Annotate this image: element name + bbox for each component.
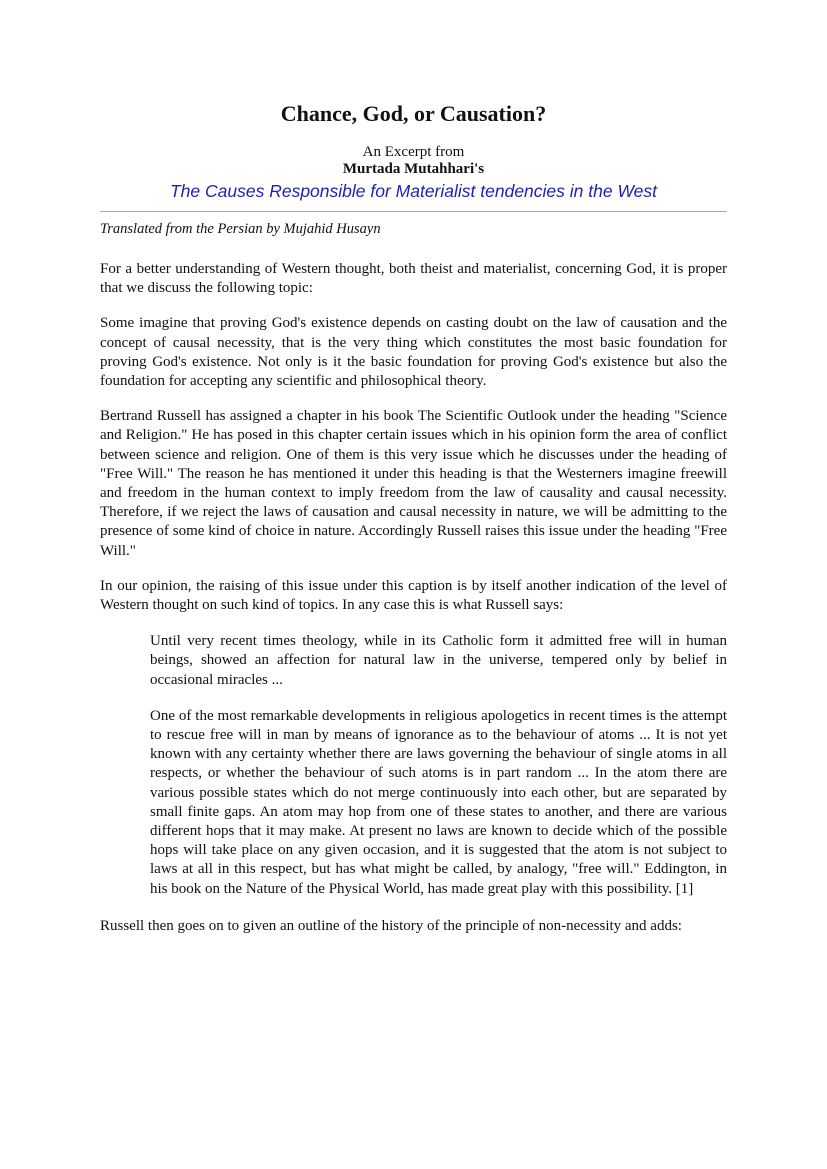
author-name [100, 161, 727, 178]
block-quote-1: Until very recent times theology, while in its Catholic form it admitted free will in human beings, showed an affection for natural law in the universe, tempered only by belief in occasional miracles ... [150, 633, 727, 688]
excerpt-line: An Excerpt from [362, 144, 465, 160]
book-title: The Causes Responsible for Materialist tendencies in the West [169, 181, 657, 201]
paragraph-2: Some imagine that proving God's existence depends on casting doubt on the law of causation and the concept of causal necessity, that is the very thing which constitutes the most basic foundation for proving God's existence. Not only is it the basic foundation for proving God's existence but also the foundation for accepting any scientific and philosophical theory. [100, 315, 727, 390]
block-quote-2: One of the most remarkable developments in religious apologetics in recent times is the attempt to rescue free will in man by means of ignorance as to the behaviour of atoms ... It is not yet known with any certainty whether there are laws governing the behaviour of single atoms in all respects, or whether the behaviour of such atoms is in part random ... In the atom there are various possible states which do not merge continuously into each other, but are separated by small finite gaps. An atom may hop from one of these states to another, and there are various different hops that it may make. At present no laws are known to decide which of the possible hops will take place on any given occasion, and it is suggested that the atom is not subject to laws at all in this respect, but has what might be called, by analogy, "free will." Eddington, in his book on the Nature of the Physical World, has made great play with this possibility. [1] [150, 707, 727, 897]
document-page [100, 100, 727, 936]
page-title: Chance, God, or Causation? [280, 101, 547, 126]
paragraph-4: In our opinion, the raising of this issue under this caption is by itself another indication of the level of Western thought on such kind of topics. In any case this is what Russell says: [100, 577, 727, 614]
closing-paragraph: Russell then goes on to given an outline of the history of the principle of non-necessity and adds: [100, 917, 682, 934]
paragraph-1: For a better understanding of Western thought, both theist and materialist, concerning God, it is proper that we discuss the following topic: [100, 261, 727, 297]
translator-credit: Translated from the Persian by Mujahid Husayn [100, 221, 381, 237]
divider [100, 211, 727, 212]
author-name-text: Murtada Mutahhari's [342, 161, 485, 177]
paragraph-3: Bertrand Russell has assigned a chapter in his book The Scientific Outlook under the heading "Science and Religion." He has posed in this chapter certain issues which in his opinion form the area of conflict between science and religion. One of them is this very issue which he discusses under the heading of "Free Will." The reason he has mentioned it under this heading is that the Westerners imagine freewill and freedom in the human context to imply freedom from the law of causality and causal necessity. Therefore, if we reject the laws of causation and causal necessity in nature, we will be admitting to the presence of some kind of choice in nature. Accordingly Russell raises this issue under the heading "Free Will." [100, 408, 727, 559]
